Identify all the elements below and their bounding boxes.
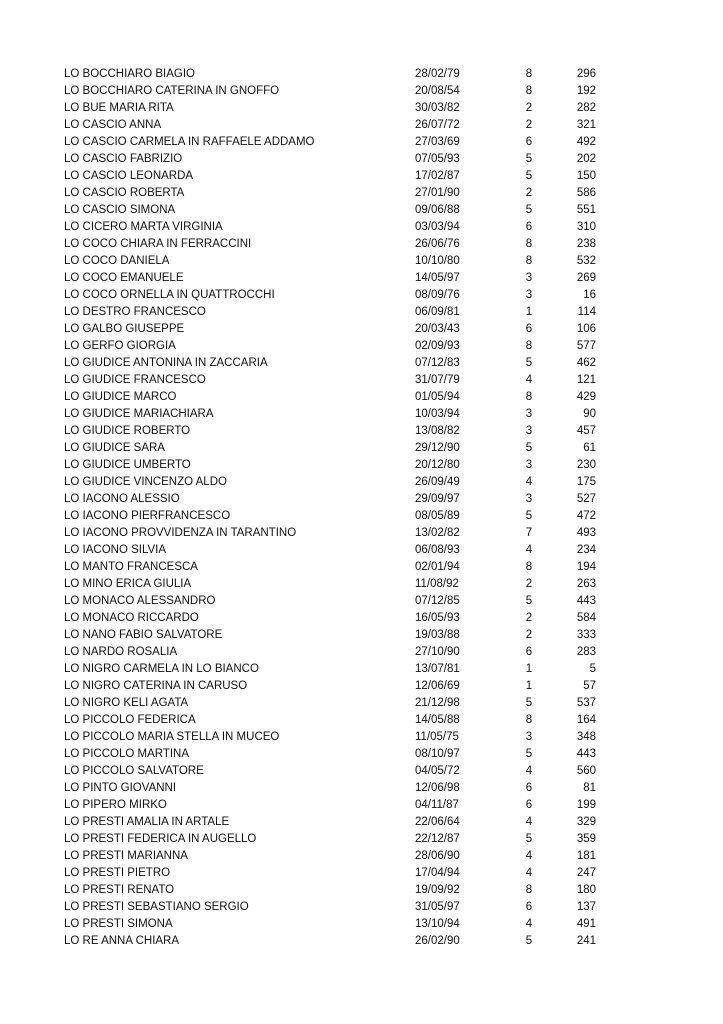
date-cell: 28/06/90	[415, 850, 460, 862]
date-cell: 16/05/93	[415, 612, 460, 624]
name-cell: LO PRESTI SIMONA	[64, 918, 173, 930]
number-cell: 462	[576, 357, 596, 369]
code-cell: 2	[525, 612, 533, 624]
date-cell: 31/07/79	[415, 374, 460, 386]
code-cell: 4	[525, 850, 533, 862]
number-cell: 164	[576, 714, 596, 726]
name-cell: LO COCO CHIARA IN FERRACCINI	[64, 238, 252, 250]
date-cell: 10/03/94	[415, 408, 460, 420]
number-cell: 5	[589, 663, 596, 675]
name-cell: LO DESTRO FRANCESCO	[64, 306, 206, 318]
name-cell: LO CASCIO FABRIZIO	[64, 153, 183, 165]
name-cell: LO GIUDICE UMBERTO	[64, 459, 191, 471]
date-cell: 29/09/97	[415, 493, 460, 505]
code-cell: 4	[525, 544, 533, 556]
table-row	[64, 202, 604, 219]
table-row	[64, 423, 604, 440]
number-cell: 180	[576, 884, 596, 896]
number-cell: 310	[576, 221, 596, 233]
name-cell: LO NARDO ROSALIA	[64, 646, 178, 658]
name-cell: LO GIUDICE MARIACHIARA	[64, 408, 214, 420]
table-row	[64, 168, 604, 185]
table-row	[64, 865, 604, 882]
number-cell: 263	[576, 578, 596, 590]
code-cell: 1	[525, 680, 533, 692]
date-cell: 14/05/97	[415, 272, 460, 284]
name-cell: LO PINTO GIOVANNI	[64, 782, 177, 794]
date-cell: 14/05/88	[415, 714, 460, 726]
number-cell: 577	[576, 340, 596, 352]
date-cell: 02/01/94	[415, 561, 460, 573]
table-row	[64, 593, 604, 610]
number-cell: 230	[576, 459, 596, 471]
number-cell: 586	[576, 187, 596, 199]
table-row	[64, 814, 604, 831]
name-cell: LO GIUDICE MARCO	[64, 391, 177, 403]
date-cell: 06/08/93	[415, 544, 460, 556]
number-cell: 443	[576, 748, 596, 760]
number-cell: 584	[576, 612, 596, 624]
number-cell: 283	[576, 646, 596, 658]
date-cell: 08/10/97	[415, 748, 460, 760]
date-cell: 26/09/49	[415, 476, 460, 488]
code-cell: 8	[525, 561, 533, 573]
table-row	[64, 576, 604, 593]
name-cell: LO PRESTI PIETRO	[64, 867, 171, 879]
table-row	[64, 474, 604, 491]
number-cell: 121	[576, 374, 596, 386]
name-cell: LO MINO ERICA GIULIA	[64, 578, 192, 590]
table-row	[64, 831, 604, 848]
code-cell: 2	[525, 629, 533, 641]
date-cell: 27/01/90	[415, 187, 460, 199]
date-cell: 12/06/69	[415, 680, 460, 692]
table-row	[64, 304, 604, 321]
table-row	[64, 151, 604, 168]
code-cell: 4	[525, 867, 533, 879]
date-cell: 11/08/92	[415, 578, 459, 590]
date-cell: 01/05/94	[415, 391, 460, 403]
code-cell: 3	[525, 493, 533, 505]
table-row	[64, 389, 604, 406]
table-row	[64, 780, 604, 797]
date-cell: 13/07/81	[415, 663, 460, 675]
number-cell: 61	[583, 442, 596, 454]
code-cell: 6	[525, 799, 533, 811]
name-cell: LO PRESTI AMALIA IN ARTALE	[64, 816, 230, 828]
number-cell: 57	[583, 680, 596, 692]
name-cell: LO GIUDICE ANTONINA IN ZACCARIA	[64, 357, 268, 369]
date-cell: 13/10/94	[415, 918, 460, 930]
number-cell: 175	[576, 476, 596, 488]
date-cell: 09/06/88	[415, 204, 460, 216]
table-row	[64, 457, 604, 474]
number-cell: 492	[576, 136, 596, 148]
code-cell: 4	[525, 374, 533, 386]
code-cell: 8	[525, 884, 533, 896]
number-cell: 329	[576, 816, 596, 828]
table-row	[64, 525, 604, 542]
number-cell: 238	[576, 238, 596, 250]
date-cell: 26/07/72	[415, 119, 460, 131]
code-cell: 8	[525, 68, 533, 80]
date-cell: 30/03/82	[415, 102, 460, 114]
date-cell: 20/03/43	[415, 323, 460, 335]
name-cell: LO PRESTI RENATO	[64, 884, 175, 896]
number-cell: 527	[576, 493, 596, 505]
name-cell: LO PIPERO MIRKO	[64, 799, 167, 811]
number-cell: 429	[576, 391, 596, 403]
code-cell: 1	[525, 663, 533, 675]
table-row	[64, 848, 604, 865]
code-cell: 5	[525, 510, 533, 522]
table-row	[64, 729, 604, 746]
number-cell: 321	[576, 119, 596, 131]
table-row	[64, 882, 604, 899]
name-cell: LO CASCIO ANNA	[64, 119, 162, 131]
number-cell: 491	[576, 918, 596, 930]
code-cell: 5	[525, 697, 533, 709]
name-cell: LO CASCIO LEONARDA	[64, 170, 194, 182]
table-row	[64, 270, 604, 287]
number-cell: 348	[576, 731, 596, 743]
date-cell: 08/09/76	[415, 289, 460, 301]
table-row	[64, 338, 604, 355]
number-cell: 537	[576, 697, 596, 709]
date-cell: 19/09/92	[415, 884, 460, 896]
name-cell: LO GIUDICE FRANCESCO	[64, 374, 206, 386]
code-cell: 6	[525, 136, 533, 148]
table-row	[64, 661, 604, 678]
code-cell: 8	[525, 238, 533, 250]
code-cell: 2	[525, 102, 533, 114]
code-cell: 1	[525, 306, 533, 318]
number-cell: 114	[577, 306, 596, 318]
code-cell: 5	[525, 204, 533, 216]
table-row	[64, 440, 604, 457]
number-cell: 296	[576, 68, 596, 80]
code-cell: 5	[525, 748, 533, 760]
table-row	[64, 253, 604, 270]
name-cell: LO GERFO GIORGIA	[64, 340, 176, 352]
code-cell: 6	[525, 782, 533, 794]
date-cell: 26/02/90	[415, 935, 460, 947]
table-row	[64, 321, 604, 338]
names-table	[64, 66, 604, 950]
code-cell: 5	[525, 153, 533, 165]
code-cell: 6	[525, 646, 533, 658]
number-cell: 532	[576, 255, 596, 267]
table-row	[64, 899, 604, 916]
date-cell: 07/12/85	[415, 595, 460, 607]
name-cell: LO PRESTI MARIANNA	[64, 850, 188, 862]
name-cell: LO CASCIO SIMONA	[64, 204, 176, 216]
name-cell: LO COCO ORNELLA IN QUATTROCCHI	[64, 289, 275, 301]
name-cell: LO IACONO PROVVIDENZA IN TARANTINO	[64, 527, 297, 539]
name-cell: LO RE ANNA CHIARA	[64, 935, 180, 947]
name-cell: LO PRESTI FEDERICA IN AUGELLO	[64, 833, 257, 845]
number-cell: 16	[583, 289, 596, 301]
name-cell: LO IACONO SILVIA	[64, 544, 167, 556]
name-cell: LO GALBO GIUSEPPE	[64, 323, 185, 335]
code-cell: 8	[525, 340, 533, 352]
table-row	[64, 406, 604, 423]
name-cell: LO CICERO MARTA VIRGINIA	[64, 221, 223, 233]
name-cell: LO PICCOLO FEDERICA	[64, 714, 196, 726]
table-row	[64, 66, 604, 83]
table-row	[64, 185, 604, 202]
date-cell: 22/06/64	[415, 816, 460, 828]
code-cell: 8	[525, 391, 533, 403]
code-cell: 5	[525, 595, 533, 607]
table-row	[64, 644, 604, 661]
name-cell: LO MANTO FRANCESCA	[64, 561, 198, 573]
name-cell: LO BUE MARIA RITA	[64, 102, 174, 114]
date-cell: 27/10/90	[415, 646, 460, 658]
table-row	[64, 678, 604, 695]
code-cell: 5	[525, 442, 533, 454]
number-cell: 359	[576, 833, 596, 845]
code-cell: 4	[525, 918, 533, 930]
name-cell: LO CASCIO CARMELA IN RAFFAELE ADDAMO	[64, 136, 315, 148]
number-cell: 202	[576, 153, 596, 165]
date-cell: 27/03/69	[415, 136, 460, 148]
table-row	[64, 610, 604, 627]
number-cell: 199	[576, 799, 596, 811]
number-cell: 493	[576, 527, 596, 539]
number-cell: 247	[576, 867, 596, 879]
number-cell: 150	[576, 170, 596, 182]
date-cell: 07/05/93	[415, 153, 460, 165]
number-cell: 241	[576, 935, 596, 947]
code-cell: 3	[525, 459, 533, 471]
table-row	[64, 797, 604, 814]
date-cell: 20/12/80	[415, 459, 460, 471]
table-row	[64, 355, 604, 372]
table-row	[64, 134, 604, 151]
name-cell: LO GIUDICE SARA	[64, 442, 165, 454]
code-cell: 5	[525, 935, 533, 947]
number-cell: 81	[583, 782, 596, 794]
date-cell: 04/05/72	[415, 765, 460, 777]
date-cell: 20/08/54	[415, 85, 460, 97]
table-row	[64, 627, 604, 644]
date-cell: 03/03/94	[415, 221, 460, 233]
name-cell: LO PICCOLO MARTINA	[64, 748, 190, 760]
number-cell: 282	[576, 102, 596, 114]
name-cell: LO IACONO PIERFRANCESCO	[64, 510, 231, 522]
number-cell: 137	[576, 901, 596, 913]
code-cell: 2	[525, 578, 533, 590]
code-cell: 3	[525, 272, 533, 284]
code-cell: 7	[525, 527, 533, 539]
date-cell: 21/12/98	[415, 697, 460, 709]
number-cell: 472	[576, 510, 596, 522]
number-cell: 443	[576, 595, 596, 607]
number-cell: 457	[576, 425, 596, 437]
date-cell: 17/02/87	[415, 170, 460, 182]
name-cell: LO COCO EMANUELE	[64, 272, 184, 284]
table-row	[64, 372, 604, 389]
table-row	[64, 219, 604, 236]
date-cell: 31/05/97	[415, 901, 460, 913]
table-row	[64, 508, 604, 525]
code-cell: 5	[525, 357, 533, 369]
number-cell: 269	[576, 272, 596, 284]
code-cell: 2	[525, 119, 533, 131]
table-row	[64, 542, 604, 559]
name-cell: LO CASCIO ROBERTA	[64, 187, 185, 199]
number-cell: 106	[576, 323, 596, 335]
date-cell: 17/04/94	[415, 867, 460, 879]
table-row	[64, 746, 604, 763]
table-row	[64, 236, 604, 253]
table-row	[64, 916, 604, 933]
number-cell: 333	[576, 629, 596, 641]
date-cell: 13/08/82	[415, 425, 460, 437]
name-cell: LO IACONO ALESSIO	[64, 493, 180, 505]
date-cell: 26/06/76	[415, 238, 460, 250]
name-cell: LO NIGRO CATERINA IN CARUSO	[64, 680, 248, 692]
name-cell: LO NANO FABIO SALVATORE	[64, 629, 223, 641]
code-cell: 8	[525, 714, 533, 726]
name-cell: LO PRESTI SEBASTIANO SERGIO	[64, 901, 249, 913]
code-cell: 4	[525, 476, 533, 488]
number-cell: 90	[583, 408, 596, 420]
name-cell: LO BOCCHIARO BIAGIO	[64, 68, 195, 80]
date-cell: 12/06/98	[415, 782, 460, 794]
code-cell: 6	[525, 323, 533, 335]
code-cell: 2	[525, 187, 533, 199]
number-cell: 234	[576, 544, 596, 556]
table-row	[64, 491, 604, 508]
name-cell: LO MONACO RICCARDO	[64, 612, 199, 624]
code-cell: 5	[525, 170, 533, 182]
date-cell: 22/12/87	[415, 833, 460, 845]
code-cell: 3	[525, 289, 533, 301]
table-row	[64, 712, 604, 729]
number-cell: 181	[576, 850, 596, 862]
number-cell: 194	[576, 561, 596, 573]
code-cell: 8	[525, 85, 533, 97]
name-cell: LO BOCCHIARO CATERINA IN GNOFFO	[64, 85, 280, 97]
name-cell: LO PICCOLO SALVATORE	[64, 765, 204, 777]
name-cell: LO MONACO ALESSANDRO	[64, 595, 216, 607]
table-row	[64, 559, 604, 576]
number-cell: 551	[576, 204, 596, 216]
code-cell: 3	[525, 408, 533, 420]
table-row	[64, 763, 604, 780]
code-cell: 4	[525, 765, 533, 777]
date-cell: 19/03/88	[415, 629, 460, 641]
code-cell: 8	[525, 255, 533, 267]
name-cell: LO GIUDICE VINCENZO ALDO	[64, 476, 227, 488]
date-cell: 07/12/83	[415, 357, 460, 369]
number-cell: 192	[576, 85, 596, 97]
name-cell: LO NIGRO CARMELA IN LO BIANCO	[64, 663, 259, 675]
date-cell: 06/09/81	[415, 306, 460, 318]
table-row	[64, 933, 604, 950]
name-cell: LO GIUDICE ROBERTO	[64, 425, 191, 437]
date-cell: 11/05/75	[415, 731, 459, 743]
table-row	[64, 83, 604, 100]
code-cell: 6	[525, 221, 533, 233]
name-cell: LO COCO DANIELA	[64, 255, 170, 267]
code-cell: 6	[525, 901, 533, 913]
date-cell: 02/09/93	[415, 340, 460, 352]
table-row	[64, 695, 604, 712]
date-cell: 08/05/89	[415, 510, 460, 522]
table-row	[64, 100, 604, 117]
date-cell: 10/10/80	[415, 255, 460, 267]
date-cell: 04/11/87	[415, 799, 459, 811]
table-row	[64, 287, 604, 304]
name-cell: LO PICCOLO MARIA STELLA IN MUCEO	[64, 731, 280, 743]
number-cell: 560	[576, 765, 596, 777]
date-cell: 13/02/82	[415, 527, 460, 539]
code-cell: 5	[525, 833, 533, 845]
name-cell: LO NIGRO KELI AGATA	[64, 697, 189, 709]
code-cell: 3	[525, 425, 533, 437]
code-cell: 3	[525, 731, 533, 743]
date-cell: 29/12/90	[415, 442, 460, 454]
table-row	[64, 117, 604, 134]
code-cell: 4	[525, 816, 533, 828]
date-cell: 28/02/79	[415, 68, 460, 80]
